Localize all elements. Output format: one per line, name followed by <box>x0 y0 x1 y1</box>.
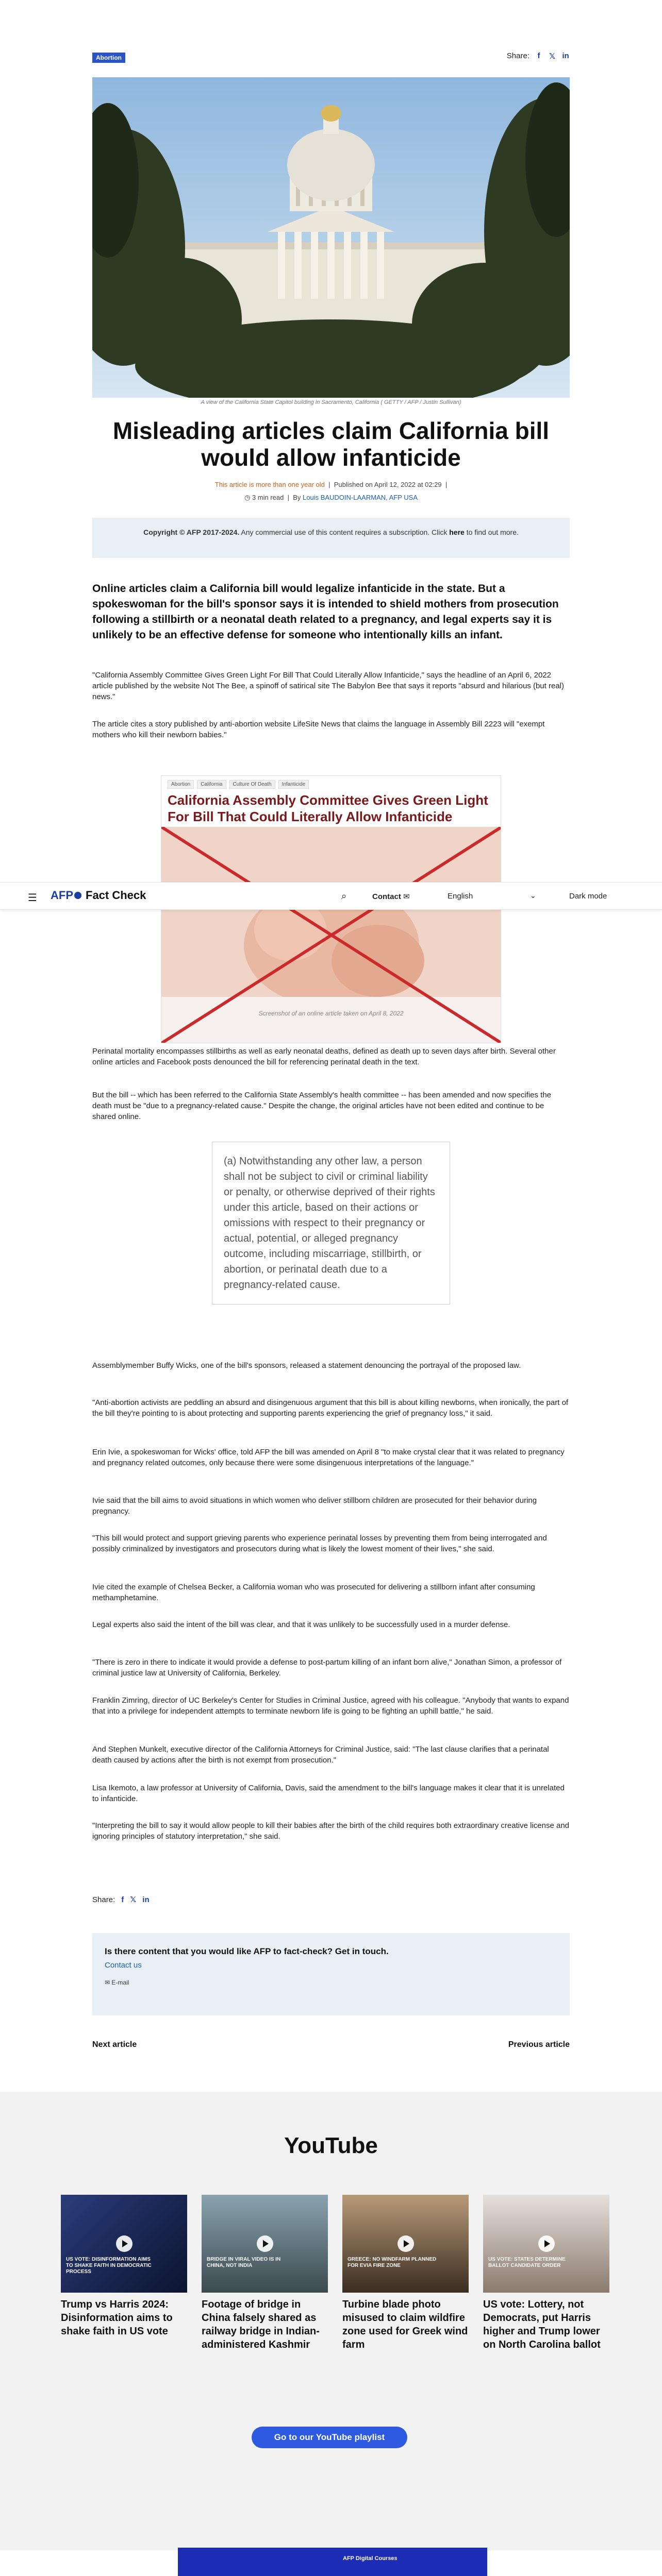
video-thumbnail[interactable] <box>483 2195 609 2293</box>
copyright-notice <box>92 518 570 558</box>
hamburger-menu-icon[interactable]: ☰ <box>28 892 37 904</box>
article-paragraph: Ivie cited the example of Chelsea Becker, a California woman who was prosecuted for delivering a stillborn infant after consuming methamphetamine. <box>92 1583 535 1602</box>
x-icon[interactable]: 𝕏 <box>130 1895 137 1904</box>
publish-date: Published on April 12, 2022 at 02:29 <box>334 481 442 488</box>
copyright-end: to find out more. <box>466 528 519 536</box>
bill-quote: (a) Notwithstanding any other law, a person shall not be subject to civil or criminal liability or penalty, or otherwise deprived of their rights under this article, based on their actions or omissions with respect to their pregnancy or actual, potential, or alleged pregnancy outcome, including miscarriage, stillbirth, or abortion, or perinatal death due to a pregnancy-related cause. <box>212 1142 450 1304</box>
email-label: E-mail <box>111 1979 129 1986</box>
article-paragraph: "There is zero in there to indicate it would provide a defense to post-partum killing of an infant born alive," Jonathan Simon, a professor of criminal justice law at University of California, Berkeley. <box>92 1658 562 1677</box>
video-card[interactable] <box>61 2195 187 2351</box>
thumbnail-text: BRIDGE IN VIRAL VIDEO IS IN CHINA, NOT INDIA <box>207 2257 281 2268</box>
ad-brand: AFP Digital Courses <box>343 2555 398 2562</box>
thumbnail-text: US VOTE: STATES DETERMINE BALLOT CANDIDATE ORDER <box>488 2257 566 2268</box>
facebook-icon[interactable]: f <box>121 1895 124 1904</box>
play-icon <box>398 2235 414 2252</box>
screenshot-tags <box>161 776 501 790</box>
share-bar <box>507 52 570 60</box>
search-icon[interactable]: ⌕ <box>341 891 347 901</box>
video-thumbnail[interactable] <box>342 2195 469 2293</box>
video-card[interactable] <box>202 2195 328 2351</box>
article-paragraph: Lisa Ikemoto, a law professor at University of California, Davis, said the amendment to the bill's language makes it clear that it is unrelated to infanticide. <box>92 1784 565 1803</box>
article-paragraph: Franklin Zimring, director of UC Berkeley's Center for Studies in Criminal Justice, agreed with his colleague. "Anybody that wants to expand that into a privilege for independent attempts to terminate newborn life is going to be fighting an uphill battle," he said. <box>92 1696 569 1716</box>
article-paragraph: The article cites a story published by anti-abortion website LifeSite News that claims the language in Assembly Bill 2223 will "exempt mothers who kill their newborn babies." <box>92 720 545 739</box>
screenshot-caption: Screenshot of an online article taken on April 8, 2022 <box>258 1010 404 1017</box>
share-bar-bottom <box>92 1895 150 1904</box>
youtube-section <box>0 2092 662 2550</box>
copyright-here-link[interactable]: here <box>449 528 465 536</box>
copyright-text: Any commercial use of this content requires a subscription. Click <box>241 528 448 536</box>
contact-us-link[interactable]: Contact us <box>105 1961 142 1970</box>
article-top-bar <box>92 50 570 64</box>
facebook-icon[interactable]: f <box>537 52 540 60</box>
article-paragraph: But the bill -- which has been referred to the California State Assembly's health committee -- has been amended and now specifies the death must be "due to a pregnancy-related cause." Despite the change, the original articles have not been edited and continue to be shared online. <box>92 1091 552 1121</box>
language-select[interactable]: English <box>448 892 473 901</box>
article-paragraph: Assemblymember Buffy Wicks, one of the bill's sponsors, released a statement denouncing the portrayal of the proposed law. <box>92 1361 521 1370</box>
article-title: Misleading articles claim California bill would allow infanticide <box>112 417 550 471</box>
site-logo[interactable] <box>51 889 146 902</box>
old-article-notice: This article is more than one year old <box>214 481 325 488</box>
copyright-bold: Copyright © AFP 2017-2024. <box>143 528 240 536</box>
logo-afp: AFP <box>51 889 73 902</box>
article-paragraph: Erin Ivie, a spokeswoman for Wicks' office, told AFP the bill was amended on April 8 "to make crystal clear that it was related to pregnancy and pregnancy related outcomes, only because there were some disingenuous interpretations of the language." <box>92 1448 565 1467</box>
chevron-down-icon[interactable]: ⌄ <box>530 891 536 900</box>
hero-caption: A view of the California State Capitol building in Sacramento, California ( GETTY / AFP / Justin Sullivan) <box>201 399 461 405</box>
site-navbar <box>0 882 662 910</box>
screenshot-tag: Abortion <box>168 780 194 789</box>
video-card[interactable] <box>483 2195 609 2351</box>
video-title[interactable]: Trump vs Harris 2024: Disinformation aims to shake faith in US vote <box>61 2299 173 2337</box>
youtube-heading: YouTube <box>284 2133 378 2158</box>
video-title[interactable]: Turbine blade photo misused to claim wildfire zone used for Greek wind farm <box>342 2299 468 2350</box>
video-title[interactable]: Footage of bridge in China falsely shared as railway bridge in Indian-administered Kashmir <box>202 2299 320 2350</box>
linkedin-icon[interactable]: in <box>562 52 569 60</box>
article-paragraph: "Interpreting the bill to say it would allow people to kill their babies after the birth of the child requires both extraordinary creative license and ignoring principles of statutory interpretation," she said. <box>92 1821 569 1841</box>
play-icon <box>257 2235 273 2252</box>
article-paragraph: Perinatal mortality encompasses stillbirths as well as early neonatal deaths, defined as death up to seven days after birth. Several other online articles and Facebook posts denounced the bill for referencing perinatal death in the text. <box>92 1047 556 1066</box>
share-label: Share: <box>506 52 529 60</box>
mail-icon: ✉ <box>105 1979 110 1986</box>
article-pagination <box>92 2040 570 2049</box>
screenshot-tag: Infanticide <box>278 780 309 789</box>
play-icon <box>538 2235 555 2252</box>
dark-mode-toggle[interactable]: Dark mode <box>569 892 607 901</box>
contact-box <box>92 1933 570 2015</box>
thumbnail-text: GREECE: NO WINDFARM PLANNED FOR EVIA FIRE ZONE <box>347 2257 437 2268</box>
hero-image <box>92 77 570 398</box>
screenshot-tag: California <box>197 780 226 789</box>
category-tag[interactable]: Abortion <box>92 53 125 63</box>
article-meta: This article is more than one year old | Published on April 12, 2022 at 02:29 | <box>214 481 448 488</box>
read-time: 3 min read <box>252 494 284 501</box>
youtube-playlist-button[interactable]: Go to our YouTube playlist <box>252 2427 407 2448</box>
video-cards <box>61 2195 601 2351</box>
article-paragraph: Legal experts also said the intent of the bill was clear, and that it was unlikely to be successfully used in a murder defense. <box>92 1620 510 1629</box>
thumbnail-text: US VOTE: DISINFORMATION AIMS TO SHAKE FAITH IN DEMOCRATIC PROCESS <box>66 2257 152 2275</box>
author-link[interactable]: Louis BAUDOIN-LAARMAN, AFP USA <box>303 494 418 501</box>
by-label: By <box>293 494 301 501</box>
article-paragraph: "This bill would protect and support grieving parents who experience perinatal losses by preventing them from being interrogated and possibly criminalized by investigators and prosecutors during what is likely the lowest moment of their lives," she said. <box>92 1534 547 1553</box>
article-lead: Online articles claim a California bill would legalize infanticide in the state. But a spokeswoman for the bill's sponsor says it is intended to shield mothers from prosecution following a stillbirth or a neonatal death related to a pregnancy, and legal experts say it is unlikely to be an effective defense for someone who intentionally kills an infant. <box>92 583 559 641</box>
video-thumbnail[interactable] <box>202 2195 328 2293</box>
contact-question: Is there content that you would like AFP to fact-check? Get in touch. <box>105 1946 389 1956</box>
article-paragraph: "Anti-abortion activists are peddling an absurd and disingenuous argument that this bill is about killing newborns, when ironically, the part of the bill they're pointing to is about protecting and supporting parents experiencing the grief of pregnancy loss," it said. <box>92 1398 569 1418</box>
ad-devices-image <box>338 2571 472 2576</box>
play-icon <box>116 2235 133 2252</box>
logo-circle-icon <box>74 892 81 899</box>
article-paragraph: And Stephen Munkelt, executive director of the California Attorneys for Criminal Justice, said: "The last clause clarifies that a perinatal death caused by actions after the birth is not exempt from prosecution." <box>92 1745 549 1765</box>
article-byline: ◷ 3 min read | By Louis BAUDOIN-LAARMAN, AFP USA <box>244 494 418 501</box>
email-link[interactable] <box>105 1979 557 1986</box>
previous-article-link[interactable]: Previous article <box>508 2040 570 2049</box>
ad-banner[interactable] <box>178 2548 487 2576</box>
share-label: Share: <box>92 1895 115 1904</box>
article-paragraph: "California Assembly Committee Gives Green Light For Bill That Could Literally Allow Infanticide," says the headline of an April 6, 2022 article published by the website Not The Bee, a spinoff of satirical site The Babylon Bee that says it reports "absurd and hilarious (but real) news." <box>92 671 564 701</box>
screenshot-headline: California Assembly Committee Gives Green Light For Bill That Could Literally Allow Infanticide <box>168 792 488 824</box>
video-thumbnail[interactable] <box>61 2195 187 2293</box>
clock-icon: ◷ <box>244 494 251 501</box>
logo-fact-check: Fact Check <box>86 889 146 902</box>
video-card[interactable] <box>342 2195 469 2351</box>
nav-contact-label: Contact <box>372 892 401 901</box>
article-paragraph: Ivie said that the bill aims to avoid situations in which women who deliver stillborn children are prosecuted for their behavior during pregnancy. <box>92 1496 537 1516</box>
nav-contact-link[interactable] <box>372 892 410 901</box>
screenshot-tag: Culture Of Death <box>229 780 275 789</box>
next-article-link[interactable]: Next article <box>92 2040 137 2049</box>
x-icon[interactable]: 𝕏 <box>549 52 556 61</box>
mail-icon: ✉ <box>403 892 410 901</box>
linkedin-icon[interactable]: in <box>142 1895 150 1904</box>
video-title[interactable]: US vote: Lottery, not Democrats, put Harris higher and Trump lower on North Carolina ballot <box>483 2299 601 2350</box>
